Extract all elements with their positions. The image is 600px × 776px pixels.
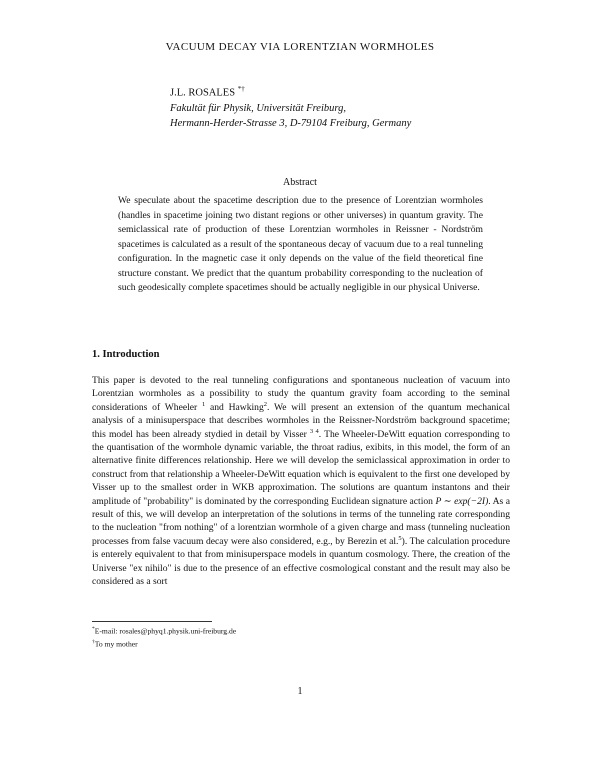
footnote-email [92, 624, 236, 637]
intro-text-4: . The Wheeler-DeWitt equation corresponding to the quantisation of the wormhole dynamic variable, the throat radius, exibits, in this model, the form of an alternative finite differences relationship. Here we will develop the semiclassical approximation in order to construct from that relationship a Wheeler-DeWitt equation which is equivalent to the first one developed by Visser up to the smallest order in WKB approximation. The solutions are quantum instantons and their amplitude of "probability" is dominated by the corresponding Euclidean signature action [92, 428, 510, 507]
intro-text-5: . As a result of this, we will develop an interpretation of the solutions in terms of the tunneling rate corresponding to the nucleation "from nothing" of a lorentzian wormhole of a given charge and mass (tunneling nucleation processes from false vacuum decay were also considered, e.g., by Berezin et al. [92, 495, 510, 547]
footnote-divider [92, 621, 212, 622]
paper-title: VACUUM DECAY VIA LORENTZIAN WORMHOLES [165, 41, 435, 53]
affiliation-line-2: Hermann-Herder-Strasse 3, D-79104 Freiburg, Germany [170, 117, 412, 129]
author-block [170, 82, 411, 131]
page-number: 1 [297, 686, 303, 697]
abstract-text: We speculate about the spacetime description due to the presence of Lorentzian wormholes (handles in spacetime joining two distant regions or other universes) in quantum gravity. The semiclassical rate of production of these Lorentzian wormholes in Reissner - Nordström spacetimes is calculated as a result of the spontaneous decay of vacuum due to a real tunneling configuration. In the magnetic case it only depends on the value of the field theoretical fine structure constant. We predict that the quantum probability corresponding to the nucleation of such geodesically complete spacetimes should be actually negligible in our physical Universe. [118, 195, 483, 293]
intro-text-3: . We will present an extension of the quantum mechanical analysis of a minisuperspace that describes wormholes in the Reissner-Nordström background spacetime; this model has been already stydied in detail by Visser [92, 401, 510, 440]
intro-text-6: ). The calculation procedure is enterely equivalent to that from minisuperspace models in quantum cosmology. There, the creation of the Universe "ex nihilo" is due to the presence of an effective cosmological constant and the result may also be considered as a sort [92, 535, 510, 588]
introduction-paragraph [92, 374, 510, 589]
citation-2[interactable]: 2 [263, 400, 268, 408]
section-heading-introduction: 1. Introduction [92, 349, 160, 360]
citation-1[interactable]: 1 [202, 400, 206, 408]
action-formula: P ∼ exp(−2I) [435, 495, 489, 507]
footnotes [92, 624, 236, 650]
citation-3-4[interactable]: 3 4 [309, 427, 319, 435]
author-footnote-marks: *† [237, 85, 245, 93]
affiliation-line-1: Fakultät für Physik, Universität Freiburg, [170, 102, 346, 114]
footnote-email-mark: * [92, 626, 95, 632]
citation-5[interactable]: 5 [398, 534, 402, 542]
footnote-dedication-text: To my mother [94, 639, 138, 649]
author-name [170, 82, 411, 101]
footnote-email-text: E-mail: rosales@phyq1.physik.uni-freiburg.de [94, 626, 237, 636]
intro-text-2: and Hawking [205, 401, 264, 413]
abstract-heading: Abstract [283, 177, 317, 188]
footnote-dedication [92, 637, 236, 650]
footnote-dedication-mark: † [92, 639, 95, 646]
intro-text-1: This paper is devoted to the real tunneling configurations and spontaneous nucleation of vacuum into Lorentzian wormholes as a possibility to study the quantum gravity foam according to the seminal considerations of Wheeler [92, 375, 510, 413]
author-name-text: J.L. ROSALES [170, 87, 236, 99]
